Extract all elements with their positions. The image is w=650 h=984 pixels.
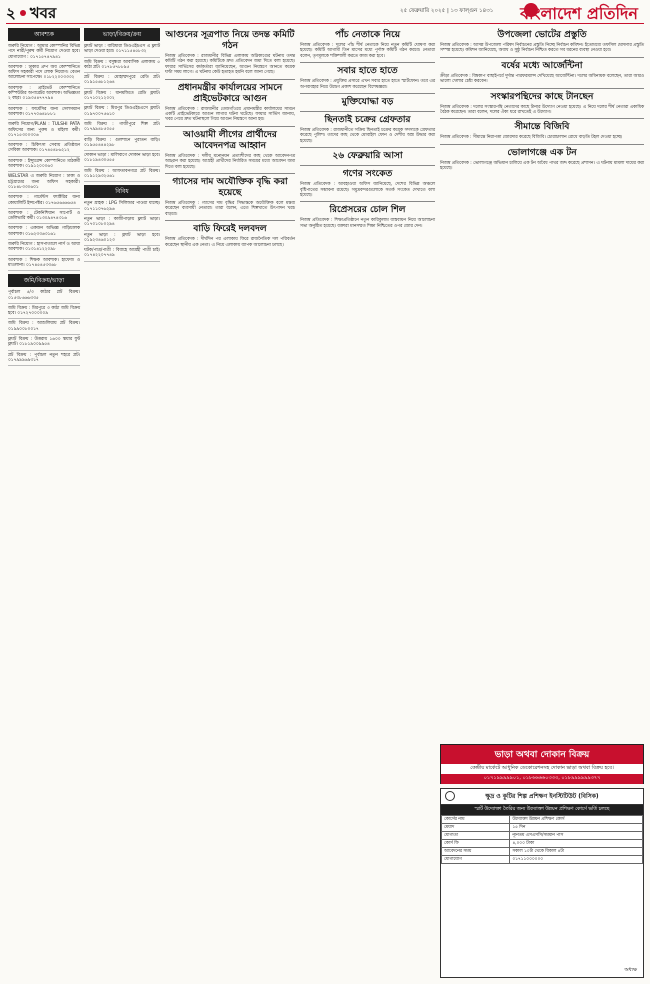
classified-ad: আবশ্যক : ফার্মেসির জন্য সেলসম্যান আবশ্যক। ০১৭৭০৬৪৮৮৮১ bbox=[8, 106, 80, 121]
article-body: নিজস্ব প্রতিবেদক : আসন্ন উপজেলা পরিষদ নির্বাচনের প্রস্তুতি নিচ্ছে নির্বাচন কমিশন। ইতোমধ্যে তফসিল ঘোষণার প্রস্তুতি সম্পন্ন হয়েছে। কমিশন জানিয়েছে, অবাধ ও সুষ্ঠু নির্বাচন নিশ্চিত করতে সব ধরনের ব্যবস্থা নেওয়া হবে। bbox=[440, 43, 644, 54]
header-rule bbox=[6, 23, 644, 24]
article-body: নিজস্ব প্রতিবেদক : ভোলাগঞ্জে অভিযান চালিয়ে এক টন অবৈধ পাথর জব্দ করেছে প্রশাসন। এ ঘটনায় মামলা দায়ের করা হয়েছে। bbox=[440, 160, 644, 172]
notice-row-value: ন্যূনতম এসএসসি/সমমান পাস bbox=[510, 832, 643, 840]
classified-ad: প্লট বিক্রয় : মোহাম্মদপুরে রেডি প্লট। ০১৯১৫৬৮১২৬৪ bbox=[84, 74, 160, 89]
article-headline: প্রধানমন্ত্রীর কার্যালয়ের সামনে প্রাইভেটকারে আগুন bbox=[177, 82, 283, 104]
notice-row-label: যোগাযোগ bbox=[442, 856, 510, 864]
article-body: নিজস্ব প্রতিবেদক : শিক্ষাপ্রতিষ্ঠানে নতুন কারিকুলাম বাস্তবায়ন নিয়ে আলোচনা সভা অনুষ্ঠিত হয়েছে। বক্তারা মানসম্মত শিক্ষা নিশ্চিতের ওপর জোর দেন। bbox=[300, 218, 435, 229]
ads-section-heading: বিবিধ bbox=[84, 185, 160, 198]
article-headline: গণের সংকেত bbox=[342, 169, 393, 180]
notice-row-value: ১৫ দিন bbox=[510, 824, 643, 832]
article-headline: ভোলাগঞ্জে এক টন bbox=[507, 147, 577, 158]
divider bbox=[440, 118, 644, 119]
classified-ad: পূর্বাচল ৫/৩ কাঠার প্লট বিক্রয়। ০১৫৩৮৬৬৬৩৩৫ bbox=[8, 289, 80, 304]
notice-heading: ক্ষুদ্র ও কুটির শিল্প প্রশিক্ষণ ইনস্টিটিউট (বিসিক) bbox=[441, 789, 643, 805]
classified-ad: আবশ্যক : টেকনিশিয়ান সাপোর্ট ও ডেলিভারি কর্মী। ০১৩০৯৪৭৪৩১৬ bbox=[8, 210, 80, 225]
article-body: নিজস্ব প্রতিবেদক : দলের পাঁচ শীর্ষ নেতাকে নিয়ে নতুন কমিটি ঘোষণা করা হয়েছে। কমিটি আগামী তিন মাসের মধ্যে পূর্ণাঙ্গ কমিটি গঠন করবে। নেতারা বলেন, তৃণমূলকে শক্তিশালী করতে কাজ করা হবে। bbox=[300, 43, 435, 59]
notice-row bbox=[442, 856, 643, 864]
notice-subheading: স্মার্ট উদ্যোক্তা তৈরির জন্য উদ্যোক্তা উন্নয়ন প্রশিক্ষণ কোর্সে ভর্তি চলছে bbox=[441, 805, 643, 815]
notice-table bbox=[441, 815, 643, 864]
classified-ad: আবশ্যক : প্রাইভেট কোম্পানিতে কম্পিউটার অপারেটর আবশ্যক। অভিজ্ঞতা ২ বছর। ০১৯৩৫৪৭৭৭৯৪ bbox=[8, 85, 80, 105]
classified-ad: জমি বিক্রয় : বসুন্ধরা আবাসিক এলাকায় ৫ কাঠা প্লট। ০১৭৮৫৭৮৮৯৫ bbox=[84, 59, 160, 74]
article-body: নিজস্ব প্রতিবেদক : রাজধানীর তেজগাঁওয়ে প্রধানমন্ত্রীর কার্যালয়ের সামনে একটি প্রাইভেটকারে আগুন লাগার ঘটনা ঘটেছে। ফায়ার সার্ভিস জানায়, খবর পেয়ে দ্রুত ঘটনাস্থলে গিয়ে আগুন নিয়ন্ত্রণে আনা হয়। bbox=[165, 106, 295, 123]
classified-ad: আবশ্যক : ঢাকার গ্রুপ অব কোম্পানিতে অফিস সহকারী পদে লোক নিয়োগ। বেতন আলোচনা সাপেক্ষে। ০১৮২২০০৩৩৩২ bbox=[8, 64, 80, 84]
article-headline: আওয়ামী লীগের প্রার্থীদের আবেদনপত্র আহ্বান bbox=[183, 129, 277, 151]
page-number: ২ খবর bbox=[6, 4, 57, 22]
masthead: বাংলাদেশ প্রতিদিন bbox=[520, 4, 638, 23]
article-body: ক্রীড়া প্রতিবেদক : বিশ্বকাপ বাছাইপর্বে দুর্দান্ত পারফরম্যান্স দেখিয়েছে আর্জেন্টিনা। দলের অধিনায়ক বলেছেন, তারা আরও ভালো খেলার চেষ্টা করবেন। bbox=[440, 73, 644, 85]
classified-ads bbox=[8, 28, 160, 972]
divider bbox=[440, 144, 644, 145]
news-column-right bbox=[440, 28, 644, 172]
divider bbox=[440, 57, 644, 58]
classified-ad: নতুন ভাড়া : ফ্ল্যাট ভাড়া হবে। ০১৯২৩৪৬০১২৩ bbox=[84, 232, 160, 247]
divider bbox=[300, 93, 435, 94]
article-headline: রিপ্রেসরের চোল শিল bbox=[329, 205, 406, 216]
notice-signature: অধ্যক্ষ bbox=[624, 967, 637, 973]
ads-section-heading: জমি/বিক্রয়/ভাড়া bbox=[8, 274, 80, 287]
divider bbox=[300, 62, 435, 63]
classified-ad: আবশ্যক : একজন অভিজ্ঞ গাড়িচালক আবশ্যক। ০১৬২৩৩৬৩১৬১ bbox=[8, 225, 80, 240]
classified-ad: জরুরি নিয়োগ : হাসপাতালে নার্স ও আয়া আবশ্যক। ০১৩১৪১২২০৯৮ bbox=[8, 241, 80, 256]
article-headline: সবার হাতে হাতে bbox=[337, 66, 398, 77]
classified-ad: জরুরি নিয়োগ/PLAN : TULSHI PATA অফিসের জন্য পুরুষ ও মহিলা কর্মী। ০১৭১৫৩০০৩০৬ bbox=[8, 121, 80, 141]
notice-row-label: মেয়াদ bbox=[442, 824, 510, 832]
article-body: নিজস্ব প্রতিবেদক : আবহাওয়া অফিস জানিয়েছে, দেশের বিভিন্ন অঞ্চলে বৃষ্টিপাতের সম্ভাবনা রয়েছে। সমুদ্রবন্দরগুলোকে সতর্ক সংকেত দেখাতে বলা হয়েছে। bbox=[300, 182, 435, 199]
article-headline: উপজেলা ভোটের প্রস্তুতি bbox=[497, 30, 587, 40]
article-headline: ২৬ ফেব্রুয়ারি আসা bbox=[332, 151, 403, 162]
classified-ad: ফ্ল্যাট বিক্রয় : উত্তরায় ১৬০০ স্কয়ার ফুট ফ্ল্যাট। ০১৮১৯০০৯৯৫৪ bbox=[8, 336, 80, 351]
article-headline: ছিনতাই চক্রের গ্রেফতার bbox=[324, 115, 411, 126]
classified-ad: নতুন ভাড়া : কাজীপাড়ায় ফ্ল্যাট ভাড়া। ০১৭০১০৮০২৯৪ bbox=[84, 216, 160, 231]
article-body: নিজস্ব প্রতিবেদক : রাজধানীর বিভিন্ন এলাকায় অগ্নিকাণ্ডের ঘটনায় তদন্ত কমিটি গঠন করা হয়েছে। কমিটিকে দ্রুত প্রতিবেদন জমা দিতে বলা হয়েছে। ফায়ার সার্ভিসের কর্মকর্তারা জানিয়েছেন, আগুন নিয়ন্ত্রণে আনতে কয়েক ঘণ্টা সময় লাগে। এ ঘটনায় কেউ হতাহত হয়নি বলে জানা গেছে। bbox=[165, 54, 295, 76]
notice-row bbox=[442, 840, 643, 848]
notice-row bbox=[442, 848, 643, 856]
divider bbox=[165, 79, 295, 80]
article-body: নিজস্ব প্রতিবেদক : রাজধানীতে সক্রিয় ছিনতাই চক্রের কয়েক সদস্যকে গ্রেফতার করেছে পুলিশ। তাদের কাছ থেকে মোবাইল ফোন ও দেশীয় অস্ত্র উদ্ধার করা হয়েছে। bbox=[300, 128, 435, 144]
classified-ad: আবশ্যক : শিক্ষক আবশ্যক। হাফেজ ও মাওলানা। ০১৭৪৫৪৫৩৩৬৮ bbox=[8, 257, 80, 272]
training-notice bbox=[440, 788, 644, 978]
article-body: নিজস্ব প্রতিবেদক : প্রযুক্তির প্রসারে এখন সবার হাতে হাতে স্মার্টফোন। তবে এর অপব্যবহার নিয়ে উদ্বেগ প্রকাশ করেছেন বিশেষজ্ঞরা। bbox=[300, 79, 435, 90]
ad-phone-numbers: ০১৭১৯৯৯৯৯০১, ০১৮৬৬৬৬০৩৩৩, ০১৮৯৯৯৯৯৯৩৭৭ bbox=[441, 774, 643, 784]
divider bbox=[165, 126, 295, 127]
ads-section-heading: আবশ্যক bbox=[8, 28, 80, 41]
classified-ad: জমি বিক্রয় : আশুলিয়ায় প্লট বিক্রয়। ০১৯৯০০৮০০১৭ bbox=[8, 320, 80, 335]
article-headline: গ্যাসের দাম অযৌক্তিক বৃদ্ধি করা হয়েছে bbox=[172, 177, 288, 199]
ad-description: কেন্দ্রীয় মার্কেটে আধুনিক ডেকোরেশনসহ দোকান ভাড়া অথবা বিক্রয় হবে। bbox=[470, 765, 614, 771]
article-body: নিজস্ব প্রতিবেদক : দীর্ঘদিন পর এলাকায় ফিরে রাজনৈতিক দল পরিবর্তন করেছেন স্থানীয় এক নেতা। এ নিয়ে এলাকায় ব্যাপক আলোচনা চলছে। bbox=[165, 237, 295, 248]
classified-ad: আবশ্যক : গার্মেন্টস ফ্যাক্টরির জন্য কোয়ালিটি ইন্সপেক্টর। ০১৭৬৫৬৬৬৬৫৪ bbox=[8, 194, 80, 209]
date-line: ২৫ ফেব্রুয়ারি ২০২৫ | ১৩ ফাল্গুন ১৪৩১ bbox=[400, 8, 494, 14]
divider bbox=[300, 165, 435, 166]
notice-row bbox=[442, 816, 643, 824]
classified-ad: দোকান ভাড়া : মালিবাগে দোকান ভাড়া হবে। ০১৮১৯৪৩০৫৫৫ bbox=[84, 152, 160, 167]
classified-ad: ঘটক/পাত্র/পাত্রী : বিবাহে আগ্রহী পাত্রী চাই। ০১৭৪২২০৭৭৪৯ bbox=[84, 247, 160, 262]
article-body: নিজস্ব প্রতিবেদক : সীমান্তে নিরাপত্তা জোরদার করেছে বিজিবি। চোরাচালান রোধে বাড়তি টহল দেওয়া হচ্ছে। bbox=[440, 135, 623, 141]
notice-row bbox=[442, 832, 643, 840]
divider bbox=[300, 111, 435, 112]
classified-ad: ফ্ল্যাট ভাড়া : বারিধারা ডিওএইচএস এ ফ্ল্যাট ভাড়া দেওয়া হবে। ০১৭১১৫৪৫৮৩২ bbox=[84, 43, 160, 58]
classified-ad: জমি বিক্রয় : মিরপুরে ৩ কাঠা জমি বিক্রয় হবে। ০১৭২৭০০০০০৯ bbox=[8, 305, 80, 320]
shop-sale-advertisement bbox=[440, 744, 644, 784]
divider bbox=[165, 173, 295, 174]
ads-section-heading: ভাড়া/বিক্রয়/ক্রয় bbox=[84, 28, 160, 41]
divider bbox=[165, 220, 295, 221]
classified-ad: প্লট বিক্রয় : পূর্বাচল নতুন শহরে প্লট। ০১৭৯৯৯৬৯৩১৭ bbox=[8, 352, 80, 367]
divider bbox=[300, 201, 435, 202]
ads-column-b bbox=[84, 28, 160, 972]
notice-row bbox=[442, 824, 643, 832]
article-headline: সংস্কারপন্থিদের কাছে টানছেন bbox=[490, 91, 594, 102]
article-headline: বাড়ি ফিরেই দলবদল bbox=[193, 224, 267, 235]
divider bbox=[300, 147, 435, 148]
notice-row-label: কোর্স ফি bbox=[442, 840, 510, 848]
notice-row-label: আবেদনের সময় bbox=[442, 848, 510, 856]
notice-row-value: ০১৭১১০০০০০০ bbox=[510, 856, 643, 864]
classified-ad: বাড়ি বিক্রয় : গুলশানে পুরাতন বাড়ি। ০১৯৫৫৪৪৪২৯৮ bbox=[84, 137, 160, 152]
notice-row-value: ৪,০০০ টাকা bbox=[510, 840, 643, 848]
article-headline: পাঁচ নেতাকে নিয়ে bbox=[334, 30, 400, 40]
article-body: নিজস্ব প্রতিবেদক : গ্যাসের দাম বৃদ্ধির সিদ্ধান্তকে অযৌক্তিক বলে মন্তব্য করেছেন ব্যবসায়ী নেতারা। তারা বলেন, এতে শিল্পখাতে উৎপাদন খরচ বাড়বে। bbox=[165, 201, 295, 217]
classified-ad: আবশ্যক : চিকিৎসা সেবায় প্রতিষ্ঠানে সেবিকা আবশ্যক। ০১৭৪৫৪৮৬২১২ bbox=[8, 142, 80, 157]
classified-ad: জরুরি নিয়োগ : আমার কোম্পানির বিভিন্ন পদে নারী/পুরুষ কর্মী নিয়োগ দেওয়া হবে। যোগাযোগ : ০১৭১৫৭৪৭৯৪১ bbox=[8, 43, 80, 63]
news-column-1 bbox=[165, 28, 295, 248]
article-body: নিজস্ব প্রতিবেদক : দলীয় মনোনয়ন প্রত্যাশীদের কাছ থেকে আবেদনপত্র আহ্বান করা হয়েছে। আগ্রহী প্রার্থীদের নির্ধারিত সময়ের মধ্যে আবেদন জমা দিতে বলা হয়েছে। bbox=[165, 153, 295, 170]
news-column-2 bbox=[300, 28, 435, 229]
classified-ad: নতুন গ্রাহক : LPG সিলিন্ডার পাওয়া যাচ্ছে। ০১৭১১০৭৬২৯৬ bbox=[84, 200, 160, 215]
classified-ad: জমি বিক্রয় : আফতাবনগরে প্লট বিক্রয়। ০১৯১২৯৩২৫৬১ bbox=[84, 168, 160, 183]
article-headline: বর্ষের মধ্যে আর্জেন্টিনা bbox=[501, 60, 583, 71]
classified-ad: আবশ্যক : ইন্স্যুরেন্স কোম্পানিতে মাঠকর্মী আবশ্যক। ০১৯১২০০০৬০ bbox=[8, 158, 80, 173]
classified-ad: জমি বিক্রয় : গাজীপুরে শিল্প প্লট। ০১৭৯৯৪৮৫০৫৫ bbox=[84, 121, 160, 136]
institute-logo-icon bbox=[445, 791, 455, 801]
page-header bbox=[0, 0, 650, 22]
article-body: নিজস্ব প্রতিবেদক : দলের সংস্কারপন্থি নেতাদের কাছে টানার উদ্যোগ নেওয়া হয়েছে। এ নিয়ে দলের শীর্ষ নেতারা একাধিক বৈঠক করেছেন। তারা বলেন, দলের ঐক্য ধরে রাখতেই এ উদ্যোগ। bbox=[440, 104, 644, 116]
article-headline: আগুনের সূত্রপাত নিয়ে তদন্ত কমিটি গঠন bbox=[165, 30, 295, 51]
classified-ad: WELSTAR এ জরুরি নিয়োগ : ঢাকা ও চট্টগ্রামের জন্য অফিস সহকারী। ০১৮৪৮৩৩০৬০১ bbox=[8, 173, 80, 193]
article-headline: সীমান্তে বিজিবি bbox=[514, 122, 570, 133]
ads-column-a bbox=[8, 28, 80, 972]
divider bbox=[440, 88, 644, 89]
article-headline: মুক্তিযোদ্ধা বড় bbox=[341, 97, 394, 108]
ad-title: ভাড়া অথবা দোকান বিক্রয় bbox=[441, 745, 643, 764]
notice-row-value: উদ্যোক্তা উন্নয়ন প্রশিক্ষণ কোর্স bbox=[510, 816, 643, 824]
notice-row-label: যোগ্যতা bbox=[442, 832, 510, 840]
separator-dot bbox=[20, 10, 26, 16]
classified-ad: ফ্ল্যাট বিক্রয় : মিরপুর ডিওএইচএসে ফ্ল্যাট। ০১৯৭০০৭৫৬১০ bbox=[84, 105, 160, 120]
notice-row-label: কোর্সের নাম bbox=[442, 816, 510, 824]
notice-row-value: সকাল ১০টা থেকে বিকাল ৪টা bbox=[510, 848, 643, 856]
section-name: খবর bbox=[29, 4, 57, 22]
classified-ad: ফ্ল্যাট বিক্রয় : ধানমন্ডিতে রেডি ফ্ল্যাট। ০১৭১০২১২০০২ bbox=[84, 90, 160, 105]
